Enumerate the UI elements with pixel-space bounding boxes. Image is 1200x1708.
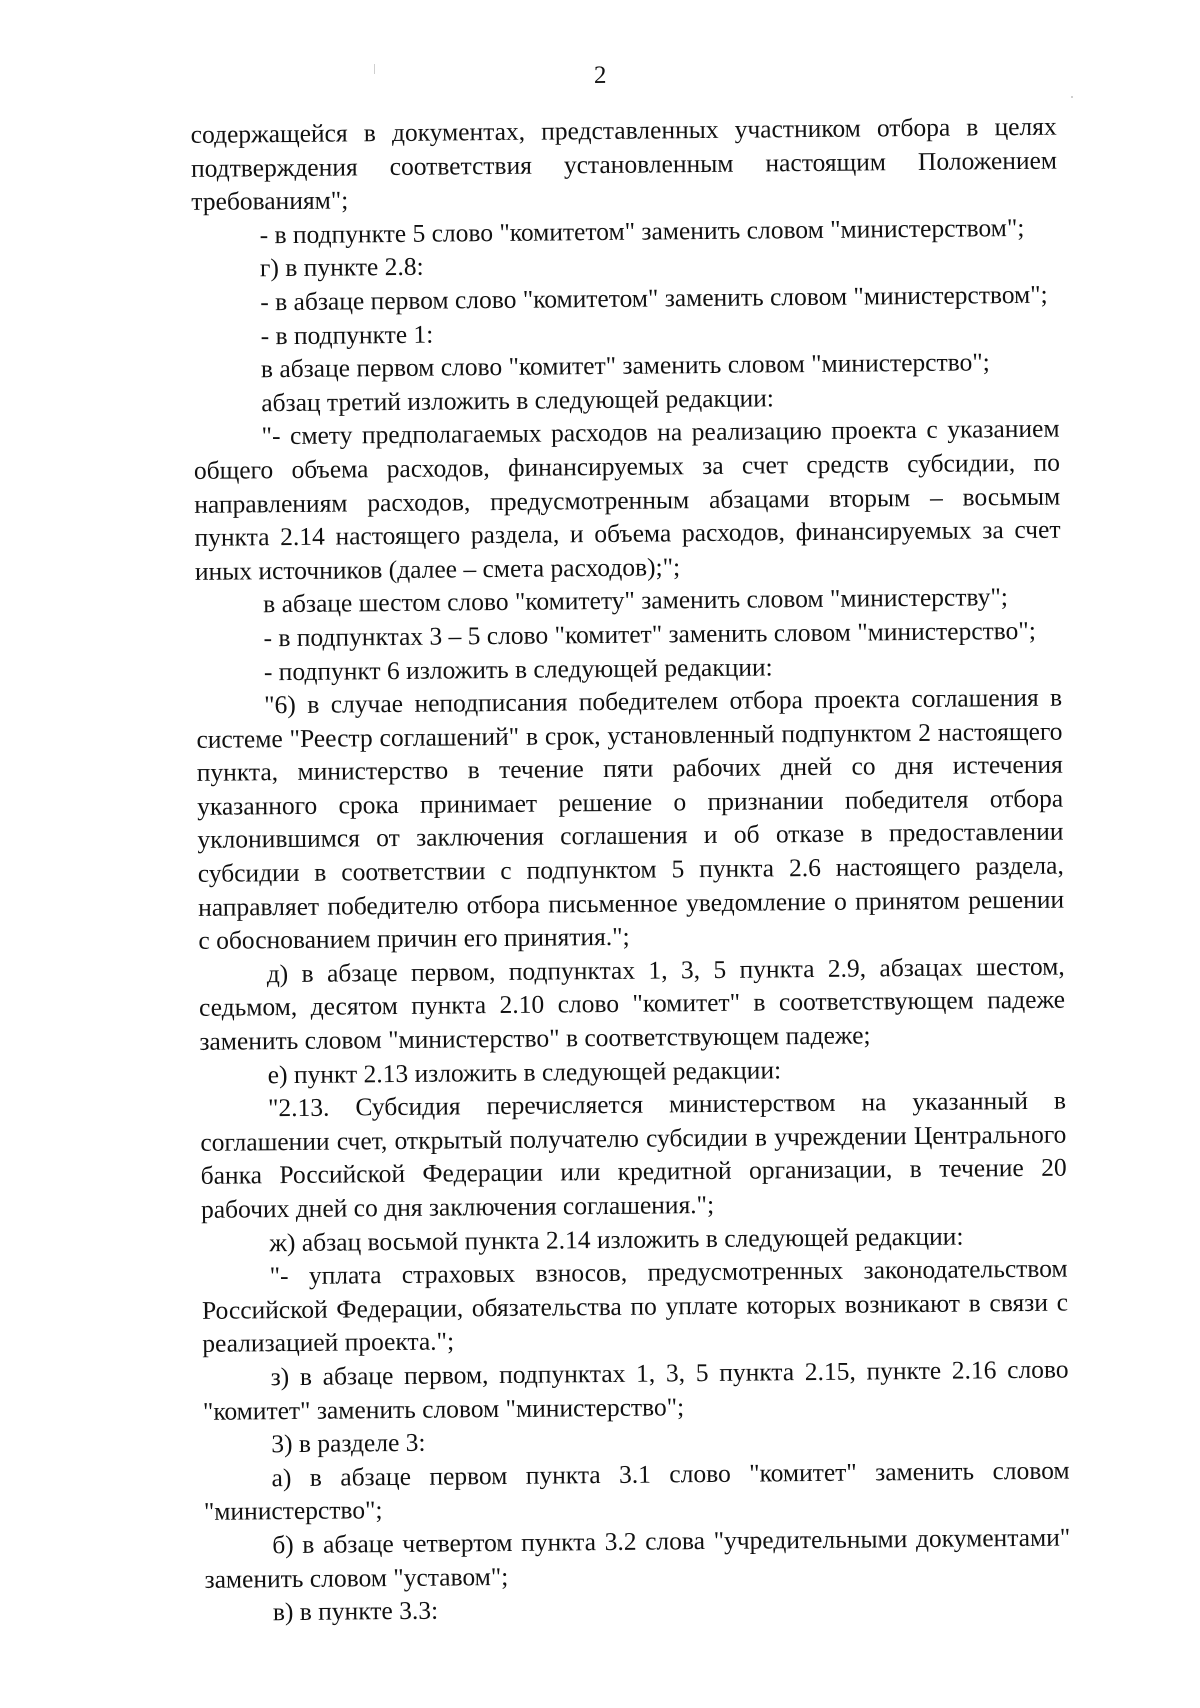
paragraph: "- смету предполагаемых расходов на реализацию проекта с указанием общего объема расходов, финансируемых за счет средств субсидии, по направлениям расходов, предусмотренным абзацами вторым – восьмым пункта 2.14 настоящего раздела, и объема расходов, финансируемых за счет иных источников (далее – смета расходов);"; xyxy=(193,413,1061,586)
paragraph: з) в абзаце первом, подпунктах 1, 3, 5 пункта 2.15, пункте 2.16 слово "комитет" заменить словом "министерство"; xyxy=(202,1354,1069,1426)
paragraph: г) в пункте 2.8: xyxy=(259,252,424,283)
paragraph: "2.13. Субсидия перечисляется министерством на указанный в соглашении счет, открытый получателю субсидии в учреждении Центрального банка Российской Федерации или кредитной организации, в течение 20 рабочих дней со дня заключения соглашения."; xyxy=(200,1085,1067,1224)
paragraph: содержащейся в документах, представленных участником отбора в целях подтверждения соответствия установленным настоящим Положением требованиям"; xyxy=(190,111,1058,217)
page-number: 2 xyxy=(593,61,607,90)
paragraph: а) в абзаце первом пункта 3.1 слово "комитет" заменить словом "министерство"; xyxy=(203,1455,1070,1527)
paragraph: в абзаце шестом слово "комитету" заменить словом "министерству"; xyxy=(263,582,1008,619)
scan-artifact xyxy=(374,64,375,74)
paragraph: - в абзаце первом слово "комитетом" заменить словом "министерством"; xyxy=(260,279,1048,317)
paragraph: "6) в случае неподписания победителем отбора проекта соглашения в системе "Реестр соглашений" в срок, установленный подпунктом 2 настоящего пункта, министерство в течение пяти рабочих дней со дня истечения указанного срока принимает решение о признании победителя отбора уклонившимся от заключения соглашения и об отказе в предоставлении субсидии в соответствии с подпунктом 5 пункта 2.6 настоящего раздела, направляет победителю отбора письменное уведомление о принятом решении с обоснованием причин его принятия."; xyxy=(196,682,1065,956)
paragraph: - в подпункте 5 слово "комитетом" заменить словом "министерством"; xyxy=(259,212,1025,250)
scan-artifact xyxy=(1071,96,1073,98)
paragraph: е) пункт 2.13 изложить в следующей редакции: xyxy=(267,1054,782,1089)
paragraph: - подпункт 6 изложить в следующей редакции: xyxy=(263,651,773,686)
paragraph: д) в абзаце первом, подпунктах 1, 3, 5 пункта 2.9, абзацах шестом, седьмом, десятом пункта 2.10 слово "комитет" в соответствующем падеже заменить словом "министерство" в соответствующем падеже; xyxy=(198,951,1066,1056)
paragraph: в) в пункте 3.3: xyxy=(272,1595,439,1627)
paragraph: - в подпунктах 3 – 5 слово "комитет" заменить словом "министерство"; xyxy=(263,615,1036,653)
paragraph: ж) абзац восьмой пункта 2.14 изложить в следующей редакции: xyxy=(269,1221,964,1257)
document-body xyxy=(191,110,1071,1630)
paragraph: - в подпункте 1: xyxy=(260,319,434,350)
paragraph: абзац третий изложить в следующей редакции: xyxy=(261,383,775,418)
paragraph: 3) в разделе 3: xyxy=(271,1427,426,1459)
paragraph: б) в абзаце четвертом пункта 3.2 слова "учредительными документами" заменить словом "уставом"; xyxy=(204,1522,1071,1594)
paragraph: "- уплата страховых взносов, предусмотренных законодательством Российской Федерации, обязательства по уплате которых возникают в связи с реализацией проекта."; xyxy=(201,1253,1069,1359)
paragraph: в абзаце первом слово "комитет" заменить словом "министерство"; xyxy=(260,347,990,384)
